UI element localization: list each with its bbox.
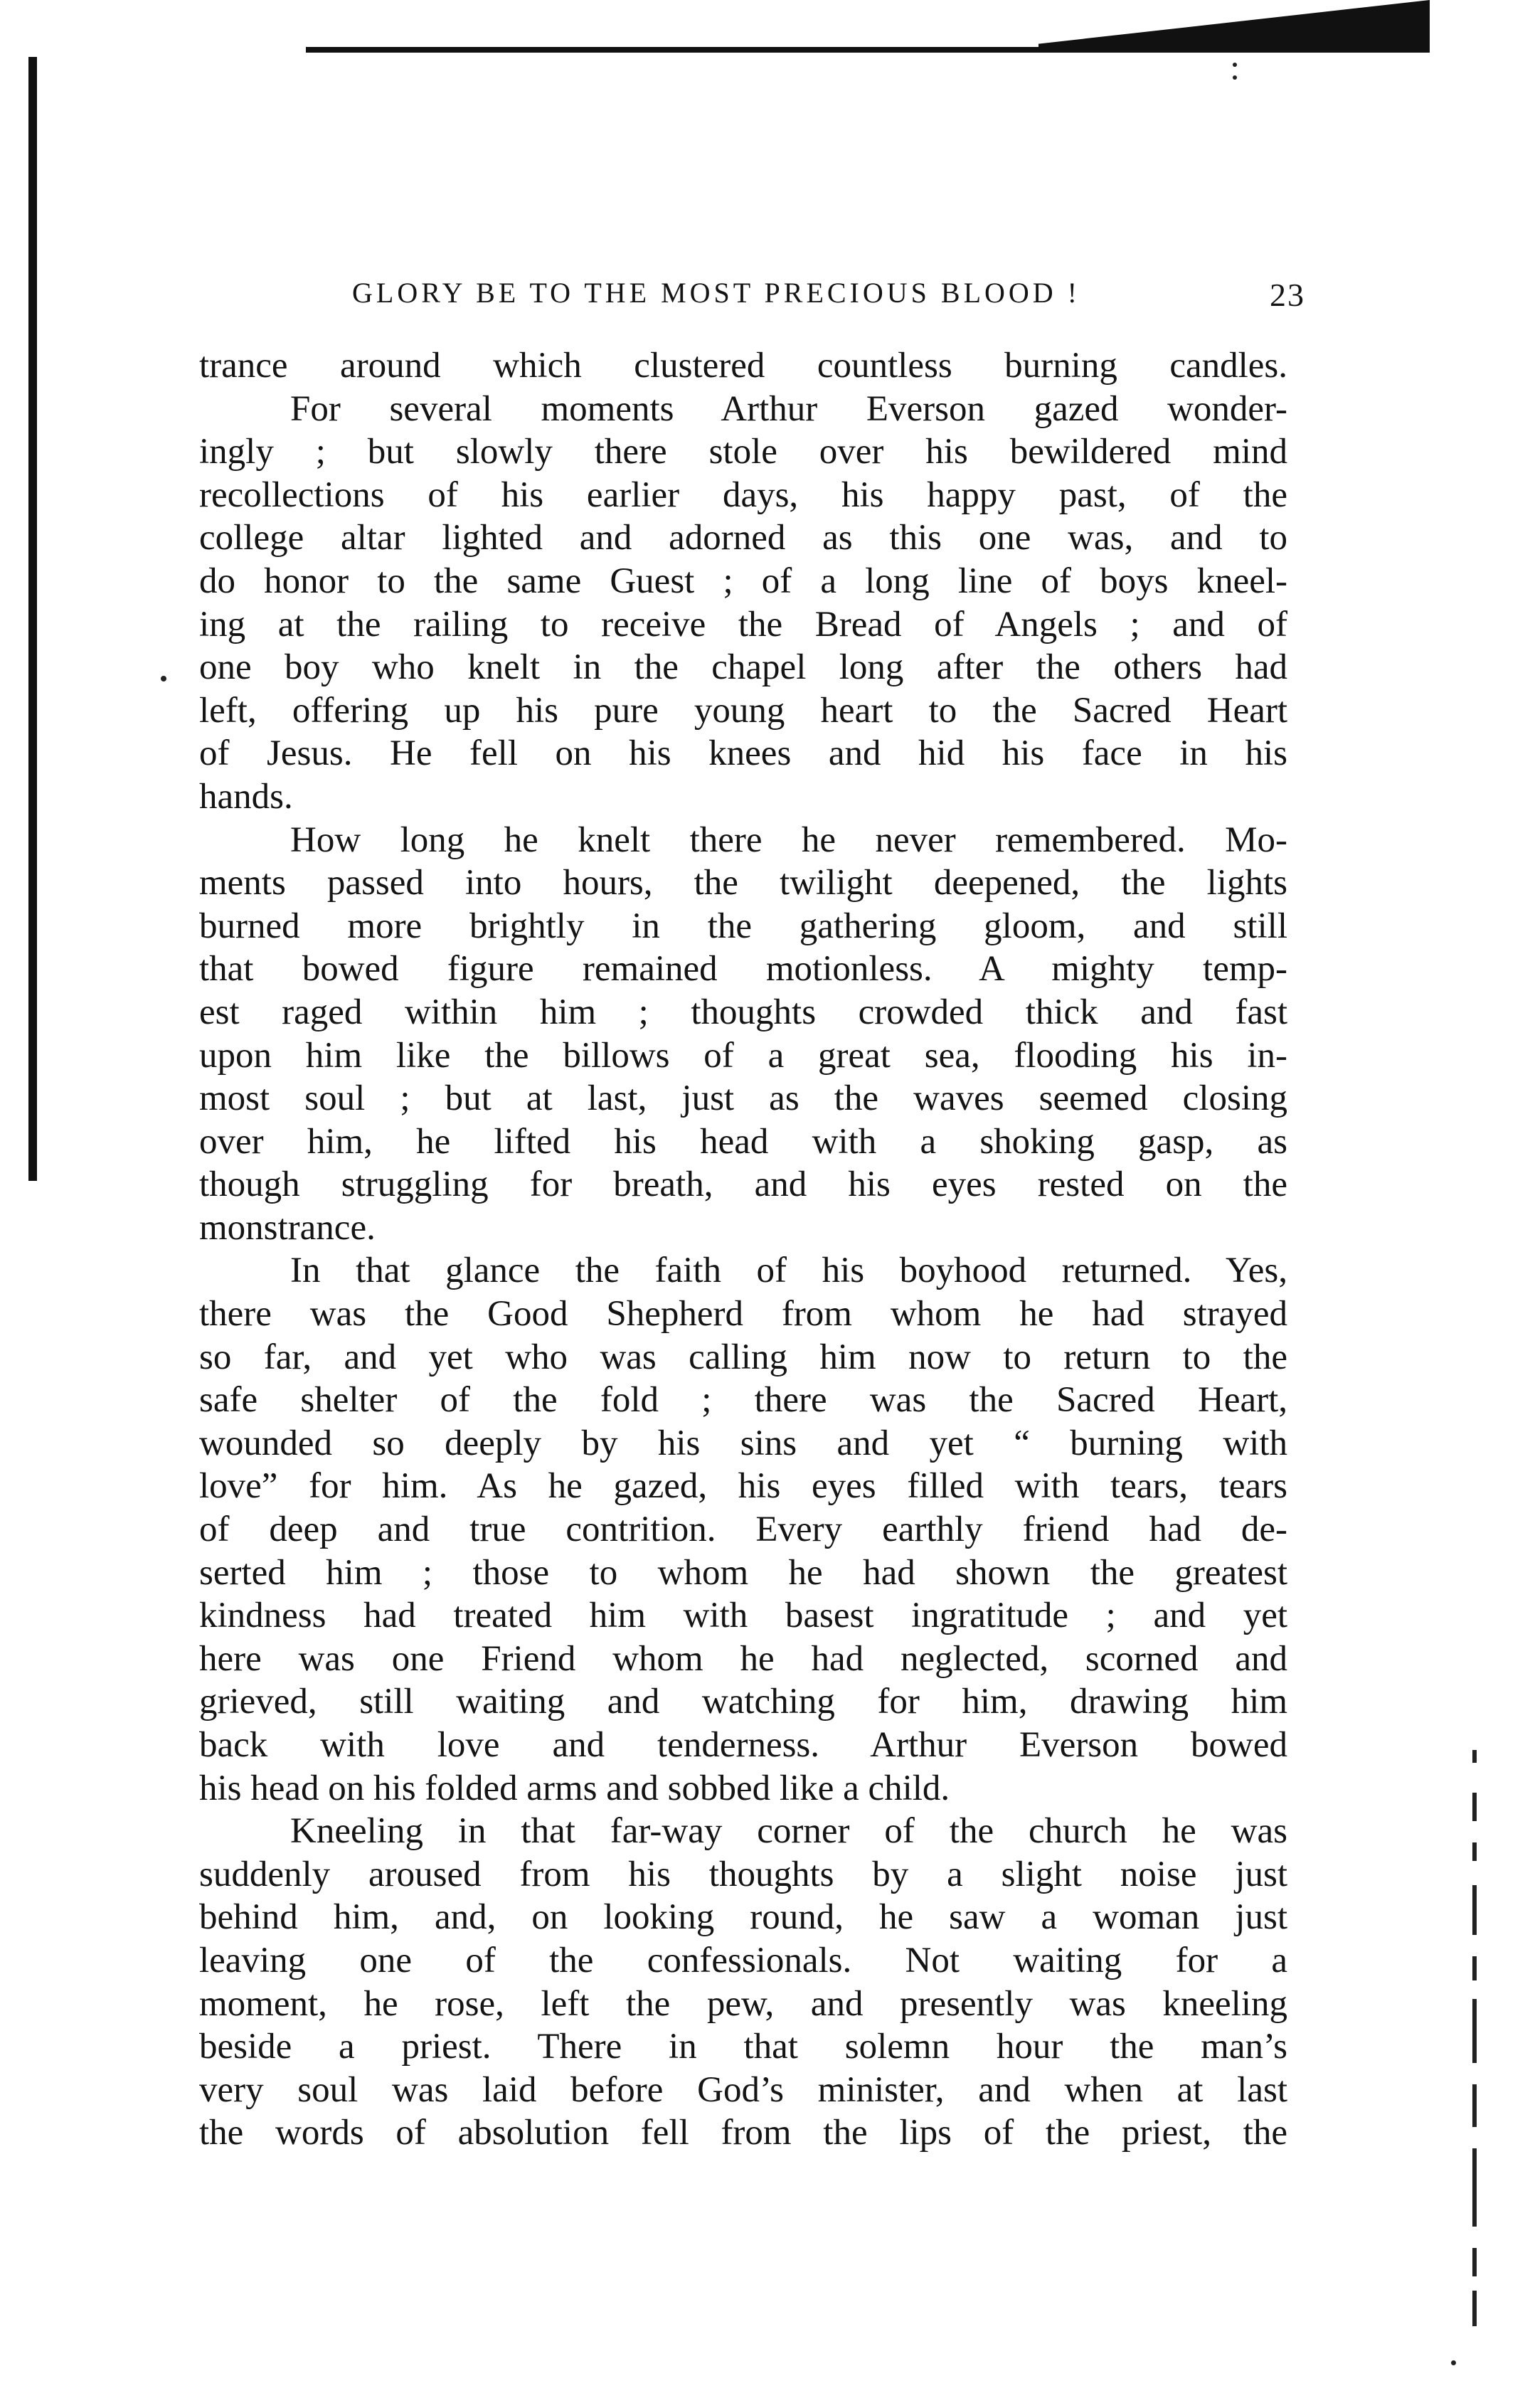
text-line: leaving one of the confessionals. Not waiting for a xyxy=(199,1940,1287,1980)
text-line: grieved, still waiting and watching for him, drawing him xyxy=(199,1682,1287,1722)
running-title: GLORY BE TO THE MOST PRECIOUS BLOOD ! xyxy=(352,277,1080,309)
text-line: college altar lighted and adorned as this one was, and to xyxy=(199,518,1287,558)
scan-edge-speckles xyxy=(1467,1750,1482,2333)
text-line: the words of absolution fell from the lips of the priest, the xyxy=(199,2113,1287,2153)
text-line: of deep and true contrition. Every earthly friend had de- xyxy=(199,1510,1287,1550)
text-line: serted him ; those to whom he had shown the greatest xyxy=(199,1552,1287,1593)
text-line: monstrance. xyxy=(199,1207,376,1248)
text-line: How long he knelt there he never remembered. Mo- xyxy=(290,820,1287,860)
text-line: very soul was laid before God’s minister, and when at last xyxy=(199,2069,1287,2110)
text-line: kindness had treated him with basest ingratitude ; and yet xyxy=(199,1596,1287,1636)
text-line: suddenly aroused from his thoughts by a slight noise just xyxy=(199,1854,1287,1894)
text-line: Kneeling in that far-way corner of the church he was xyxy=(290,1811,1287,1852)
text-line: do honor to the same Guest ; of a long line of boys kneel- xyxy=(199,561,1287,601)
text-line: In that glance the faith of his boyhood returned. Yes, xyxy=(290,1251,1287,1291)
text-line: recollections of his earlier days, his happy past, of the xyxy=(199,474,1287,515)
margin-speck xyxy=(1233,63,1237,67)
text-line: so far, and yet who was calling him now to return to the xyxy=(199,1337,1287,1377)
text-line: love” for him. As he gazed, his eyes filled with tears, tears xyxy=(199,1466,1287,1507)
text-line: there was the Good Shepherd from whom he had strayed xyxy=(199,1294,1287,1335)
text-line: hands. xyxy=(199,776,293,817)
margin-speck xyxy=(161,676,166,681)
text-line: here was one Friend whom he had neglected, scorned and xyxy=(199,1638,1287,1679)
body-text xyxy=(199,344,1287,2155)
text-line: though struggling for breath, and his eyes rested on the xyxy=(199,1165,1287,1205)
page-number: 23 xyxy=(1270,277,1305,313)
text-line: ments passed into hours, the twilight deepened, the lights xyxy=(199,863,1287,903)
text-line: that bowed figure remained motionless. A mighty temp- xyxy=(199,949,1287,990)
text-line: For several moments Arthur Everson gazed wonder- xyxy=(290,388,1287,429)
text-line: behind him, and, on looking round, he saw a woman just xyxy=(199,1897,1287,1938)
text-line: trance around which clustered countless burning candles. xyxy=(199,346,1287,386)
text-line: most soul ; but at last, just as the waves seemed closing xyxy=(199,1078,1287,1119)
text-line: ing at the railing to receive the Bread of Angels ; and of xyxy=(199,604,1287,645)
text-line: one boy who knelt in the chapel long after the others had xyxy=(199,647,1287,688)
text-line: left, offering up his pure young heart to the Sacred Heart xyxy=(199,690,1287,731)
scan-margin-bar xyxy=(28,57,37,1181)
scan-edge-mark xyxy=(1038,0,1430,50)
text-line: wounded so deeply by his sins and yet “ burning with xyxy=(199,1423,1287,1463)
text-line: beside a priest. There in that solemn hour the man’s xyxy=(199,2027,1287,2067)
text-line: his head on his folded arms and sobbed like a child. xyxy=(199,1768,950,1808)
text-line: moment, he rose, left the pew, and presently was kneeling xyxy=(199,1983,1287,2024)
text-line: back with love and tenderness. Arthur Everson bowed xyxy=(199,1725,1287,1765)
text-line: over him, he lifted his head with a shoking gasp, as xyxy=(199,1121,1287,1162)
text-line: ingly ; but slowly there stole over his bewildered mind xyxy=(199,432,1287,472)
text-line: upon him like the billows of a great sea, flooding his in- xyxy=(199,1035,1287,1076)
page-header xyxy=(352,276,1305,319)
margin-speck xyxy=(1233,75,1237,80)
text-line: est raged within him ; thoughts crowded thick and fast xyxy=(199,992,1287,1032)
text-line: safe shelter of the fold ; there was the Sacred Heart, xyxy=(199,1380,1287,1421)
text-line: of Jesus. He fell on his knees and hid his face in his xyxy=(199,733,1287,774)
margin-speck xyxy=(1451,2360,1456,2365)
text-line: burned more brightly in the gathering gloom, and still xyxy=(199,906,1287,946)
